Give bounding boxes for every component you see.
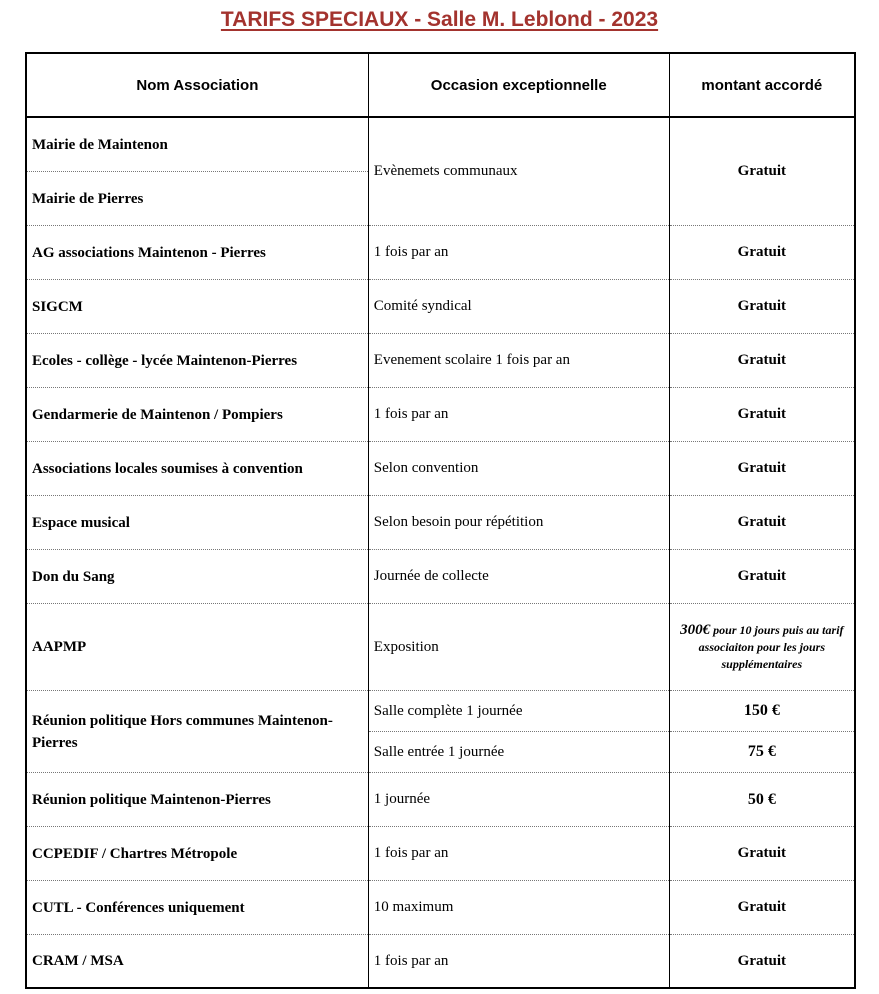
montant-cell: Gratuit <box>669 388 855 442</box>
association-cell: Espace musical <box>26 496 368 550</box>
occasion-cell: Selon besoin pour répétition <box>368 496 669 550</box>
occasion-cell: Journée de collecte <box>368 550 669 604</box>
table-row <box>26 604 855 691</box>
occasion-cell: Exposition <box>368 604 669 691</box>
montant-cell: Gratuit <box>669 496 855 550</box>
association-cell: Mairie de Pierres <box>26 172 368 226</box>
table-row <box>26 881 855 935</box>
association-cell: AAPMP <box>26 604 368 691</box>
occasion-cell: 1 fois par an <box>368 388 669 442</box>
montant-cell: 75 € <box>669 732 855 773</box>
montant-cell: Gratuit <box>669 827 855 881</box>
header-association: Nom Association <box>26 53 368 117</box>
table-row <box>26 773 855 827</box>
table-row <box>26 280 855 334</box>
occasion-cell: Comité syndical <box>368 280 669 334</box>
table-row <box>26 935 855 989</box>
header-occasion: Occasion exceptionnelle <box>368 53 669 117</box>
table-row <box>26 827 855 881</box>
association-cell: Gendarmerie de Maintenon / Pompiers <box>26 388 368 442</box>
association-cell: Ecoles - collège - lycée Maintenon-Pierres <box>26 334 368 388</box>
association-cell: Don du Sang <box>26 550 368 604</box>
montant-cell: Gratuit <box>669 280 855 334</box>
montant-cell: Gratuit <box>669 935 855 989</box>
montant-cell: Gratuit <box>669 334 855 388</box>
occasion-cell: 1 fois par an <box>368 827 669 881</box>
occasion-cell: Evenement scolaire 1 fois par an <box>368 334 669 388</box>
association-cell: Réunion politique Hors communes Maintenon-Pierres <box>26 691 368 773</box>
association-cell: AG associations Maintenon - Pierres <box>26 226 368 280</box>
table-row <box>26 117 855 172</box>
montant-cell: Gratuit <box>669 226 855 280</box>
header-montant: montant accordé <box>669 53 855 117</box>
association-cell: CCPEDIF / Chartres Métropole <box>26 827 368 881</box>
montant-cell <box>669 604 855 691</box>
page-title: TARIFS SPECIAUX - Salle M. Leblond - 2023 <box>220 8 659 31</box>
montant-conditions: pour 10 jours puis au tarif associaiton pour les jours supplémentaires <box>698 622 844 671</box>
occasion-cell: 1 fois par an <box>368 935 669 989</box>
association-cell: SIGCM <box>26 280 368 334</box>
occasion-cell: 1 fois par an <box>368 226 669 280</box>
association-cell: Réunion politique Maintenon-Pierres <box>26 773 368 827</box>
table-row <box>26 442 855 496</box>
montant-cell: 150 € <box>669 691 855 732</box>
association-cell: CUTL - Conférences uniquement <box>26 881 368 935</box>
montant-cell: Gratuit <box>669 881 855 935</box>
occasion-cell: Salle complète 1 journée <box>368 691 669 732</box>
tarifs-table <box>25 52 856 989</box>
table-row <box>26 550 855 604</box>
occasion-cell: Salle entrée 1 journée <box>368 732 669 773</box>
montant-cell: Gratuit <box>669 550 855 604</box>
montant-cell: Gratuit <box>737 163 786 179</box>
association-cell: Mairie de Maintenon <box>26 117 368 172</box>
table-row <box>26 334 855 388</box>
montant-amount: 300€ <box>680 621 711 638</box>
occasion-cell: 10 maximum <box>368 881 669 935</box>
association-cell: Associations locales soumises à convention <box>26 442 368 496</box>
association-cell: CRAM / MSA <box>26 935 368 989</box>
table-row <box>26 691 855 732</box>
montant-cell: Gratuit <box>669 442 855 496</box>
montant-cell: 50 € <box>669 773 855 827</box>
header-row <box>26 53 855 117</box>
occasion-cell: Selon convention <box>368 442 669 496</box>
table-row <box>26 496 855 550</box>
table-row <box>26 388 855 442</box>
occasion-cell: Evènemets communaux <box>368 117 669 226</box>
table-row <box>26 226 855 280</box>
occasion-cell: 1 journée <box>368 773 669 827</box>
